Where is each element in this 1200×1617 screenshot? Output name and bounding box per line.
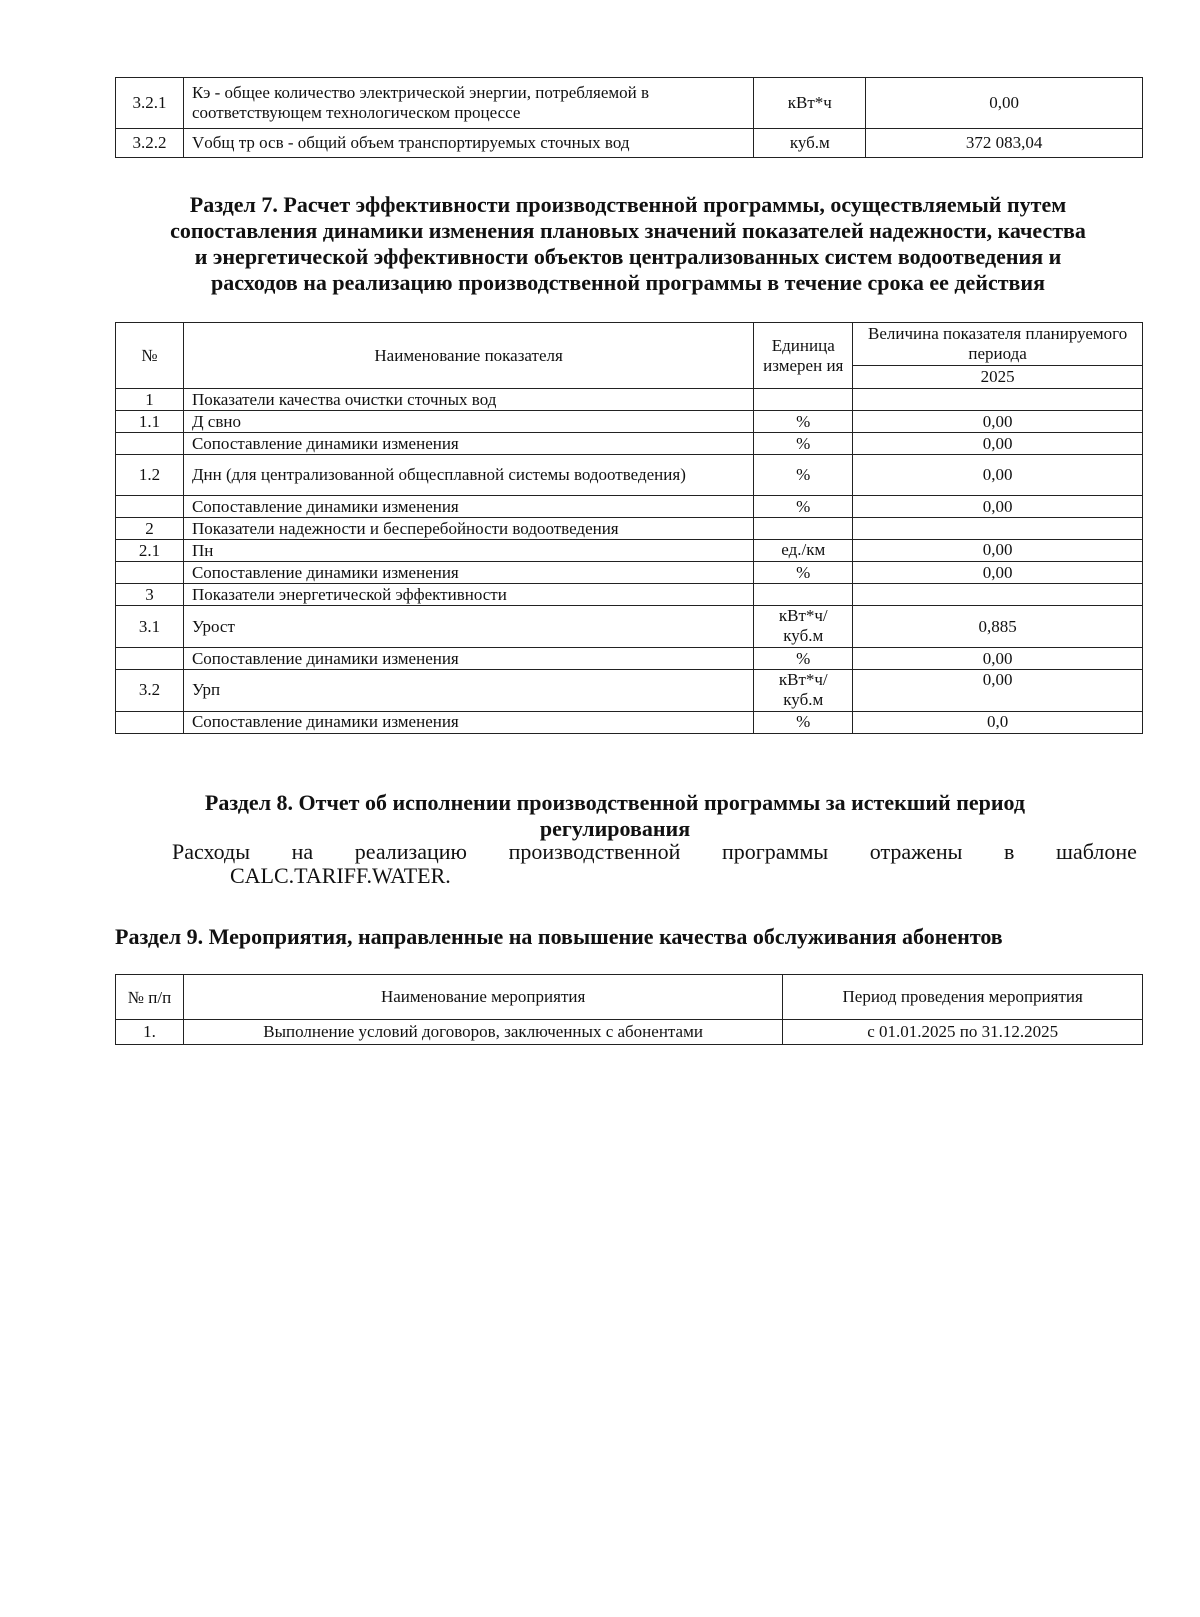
unit-cell — [754, 584, 853, 606]
row-number — [116, 711, 184, 733]
paragraph-word: программы — [721, 839, 829, 864]
unit-cell: % — [754, 562, 853, 584]
top-table — [115, 77, 1143, 158]
table-row — [116, 540, 1143, 562]
section7-table — [115, 322, 1143, 734]
section8-paragraph — [172, 840, 1137, 888]
row-number: 2 — [116, 518, 184, 540]
indicator-name: Vобщ тр осв - общий объем транспортируемых сточных вод — [183, 129, 753, 158]
unit-cell: % — [754, 433, 853, 455]
row-number: 3.2.2 — [116, 129, 184, 158]
header-num: № — [116, 323, 184, 389]
value-cell: 0,00 — [853, 540, 1143, 562]
unit-cell: % — [754, 711, 853, 733]
header-value: Величина показателя планируемого периода — [853, 323, 1143, 366]
unit-cell: % — [754, 496, 853, 518]
header-year: 2025 — [853, 366, 1143, 389]
header-name: Наименование мероприятия — [183, 975, 782, 1020]
value-cell: 0,00 — [853, 647, 1143, 669]
value-cell: 372 083,04 — [866, 129, 1143, 158]
table-header-row — [116, 323, 1143, 366]
paragraph-word: Расходы — [172, 839, 250, 864]
value-cell: 0,00 — [853, 455, 1143, 496]
row-number — [116, 647, 184, 669]
indicator-name: Сопоставление динамики изменения — [183, 496, 753, 518]
indicator-name: Сопоставление динамики изменения — [183, 433, 753, 455]
section7-title: Раздел 7. Расчет эффективности производственной программы, осуществляемый путем сопоставления динамики изменения плановых значений показателей надежности, качества и энергетической эффективности объектов централизованных систем водоотведения и расходов на реализацию производственной программы в течение срока ее действия — [170, 192, 1086, 295]
table-row — [116, 389, 1143, 411]
table-row — [116, 518, 1143, 540]
row-number — [116, 496, 184, 518]
header-unit: Единица измерен ия — [754, 323, 853, 389]
value-cell — [853, 584, 1143, 606]
unit-cell — [754, 518, 853, 540]
unit-cell — [754, 389, 853, 411]
value-cell: 0,00 — [853, 496, 1143, 518]
paragraph-word: реализацию — [354, 839, 467, 864]
table-row — [116, 647, 1143, 669]
row-number: 1. — [116, 1020, 184, 1045]
row-number — [116, 562, 184, 584]
unit-cell: % — [754, 455, 853, 496]
value-cell: 0,00 — [853, 411, 1143, 433]
table-row — [116, 129, 1143, 158]
indicator-name: Показатели качества очистки сточных вод — [183, 389, 753, 411]
unit-cell: куб.м — [754, 129, 866, 158]
row-number: 3.1 — [116, 606, 184, 648]
table-row — [116, 1020, 1143, 1045]
activity-period: с 01.01.2025 по 31.12.2025 — [783, 1020, 1143, 1045]
row-number: 2.1 — [116, 540, 184, 562]
table-row — [116, 669, 1143, 711]
row-number: 1.2 — [116, 455, 184, 496]
unit-cell: % — [754, 411, 853, 433]
indicator-name: Кэ - общее количество электрической энергии, потребляемой в соответствующем технологическом процессе — [183, 78, 753, 129]
indicator-name: Сопоставление динамики изменения — [183, 562, 753, 584]
paragraph-line: CALC.TARIFF.WATER. — [230, 863, 451, 888]
indicator-name: Урост — [183, 606, 753, 648]
value-cell: 0,00 — [866, 78, 1143, 129]
indicator-name: Урп — [183, 669, 753, 711]
indicator-name: Показатели энергетической эффективности — [183, 584, 753, 606]
paragraph-line — [172, 840, 1137, 864]
indicator-name: Днн (для централизованной общесплавной системы водоотведения) — [183, 455, 753, 496]
paragraph-word: производственной — [508, 839, 681, 864]
unit-cell: кВт*ч/ куб.м — [754, 669, 853, 711]
indicator-name: Показатели надежности и бесперебойности водоотведения — [183, 518, 753, 540]
row-number — [116, 433, 184, 455]
header-name: Наименование показателя — [183, 323, 753, 389]
paragraph-word: в — [1004, 839, 1015, 864]
row-number: 1 — [116, 389, 184, 411]
paragraph-word: шаблоне — [1056, 839, 1137, 864]
table-row — [116, 562, 1143, 584]
table-row — [116, 711, 1143, 733]
value-cell — [853, 518, 1143, 540]
section7-table-body — [116, 389, 1143, 734]
value-cell: 0,0 — [853, 711, 1143, 733]
unit-cell: % — [754, 647, 853, 669]
paragraph-word: отражены — [869, 839, 963, 864]
section9-table — [115, 974, 1143, 1045]
table-row — [116, 584, 1143, 606]
header-num: № п/п — [116, 975, 184, 1020]
row-number: 3 — [116, 584, 184, 606]
value-cell: 0,00 — [853, 669, 1143, 711]
unit-cell: кВт*ч/ куб.м — [754, 606, 853, 648]
activity-name: Выполнение условий договоров, заключенных с абонентами — [183, 1020, 782, 1045]
value-cell: 0,00 — [853, 433, 1143, 455]
table-row — [116, 433, 1143, 455]
indicator-name: Сопоставление динамики изменения — [183, 647, 753, 669]
table-row — [116, 455, 1143, 496]
unit-cell: ед./км — [754, 540, 853, 562]
table-row — [116, 411, 1143, 433]
section8-title: Раздел 8. Отчет об исполнении производственной программы за истекший период регулирования — [204, 790, 1026, 841]
unit-cell: кВт*ч — [754, 78, 866, 129]
paragraph-word: на — [291, 839, 314, 864]
header-period: Период проведения мероприятия — [783, 975, 1143, 1020]
value-cell: 0,885 — [853, 606, 1143, 648]
table-row — [116, 606, 1143, 648]
row-number: 3.2.1 — [116, 78, 184, 129]
value-cell: 0,00 — [853, 562, 1143, 584]
value-cell — [853, 389, 1143, 411]
table-row — [116, 78, 1143, 129]
row-number: 3.2 — [116, 669, 184, 711]
row-number: 1.1 — [116, 411, 184, 433]
table-header-row — [116, 975, 1143, 1020]
indicator-name: Сопоставление динамики изменения — [183, 711, 753, 733]
indicator-name: Пн — [183, 540, 753, 562]
table-row — [116, 496, 1143, 518]
indicator-name: Д свно — [183, 411, 753, 433]
section9-title: Раздел 9. Мероприятия, направленные на повышение качества обслуживания абонентов — [115, 924, 1003, 949]
